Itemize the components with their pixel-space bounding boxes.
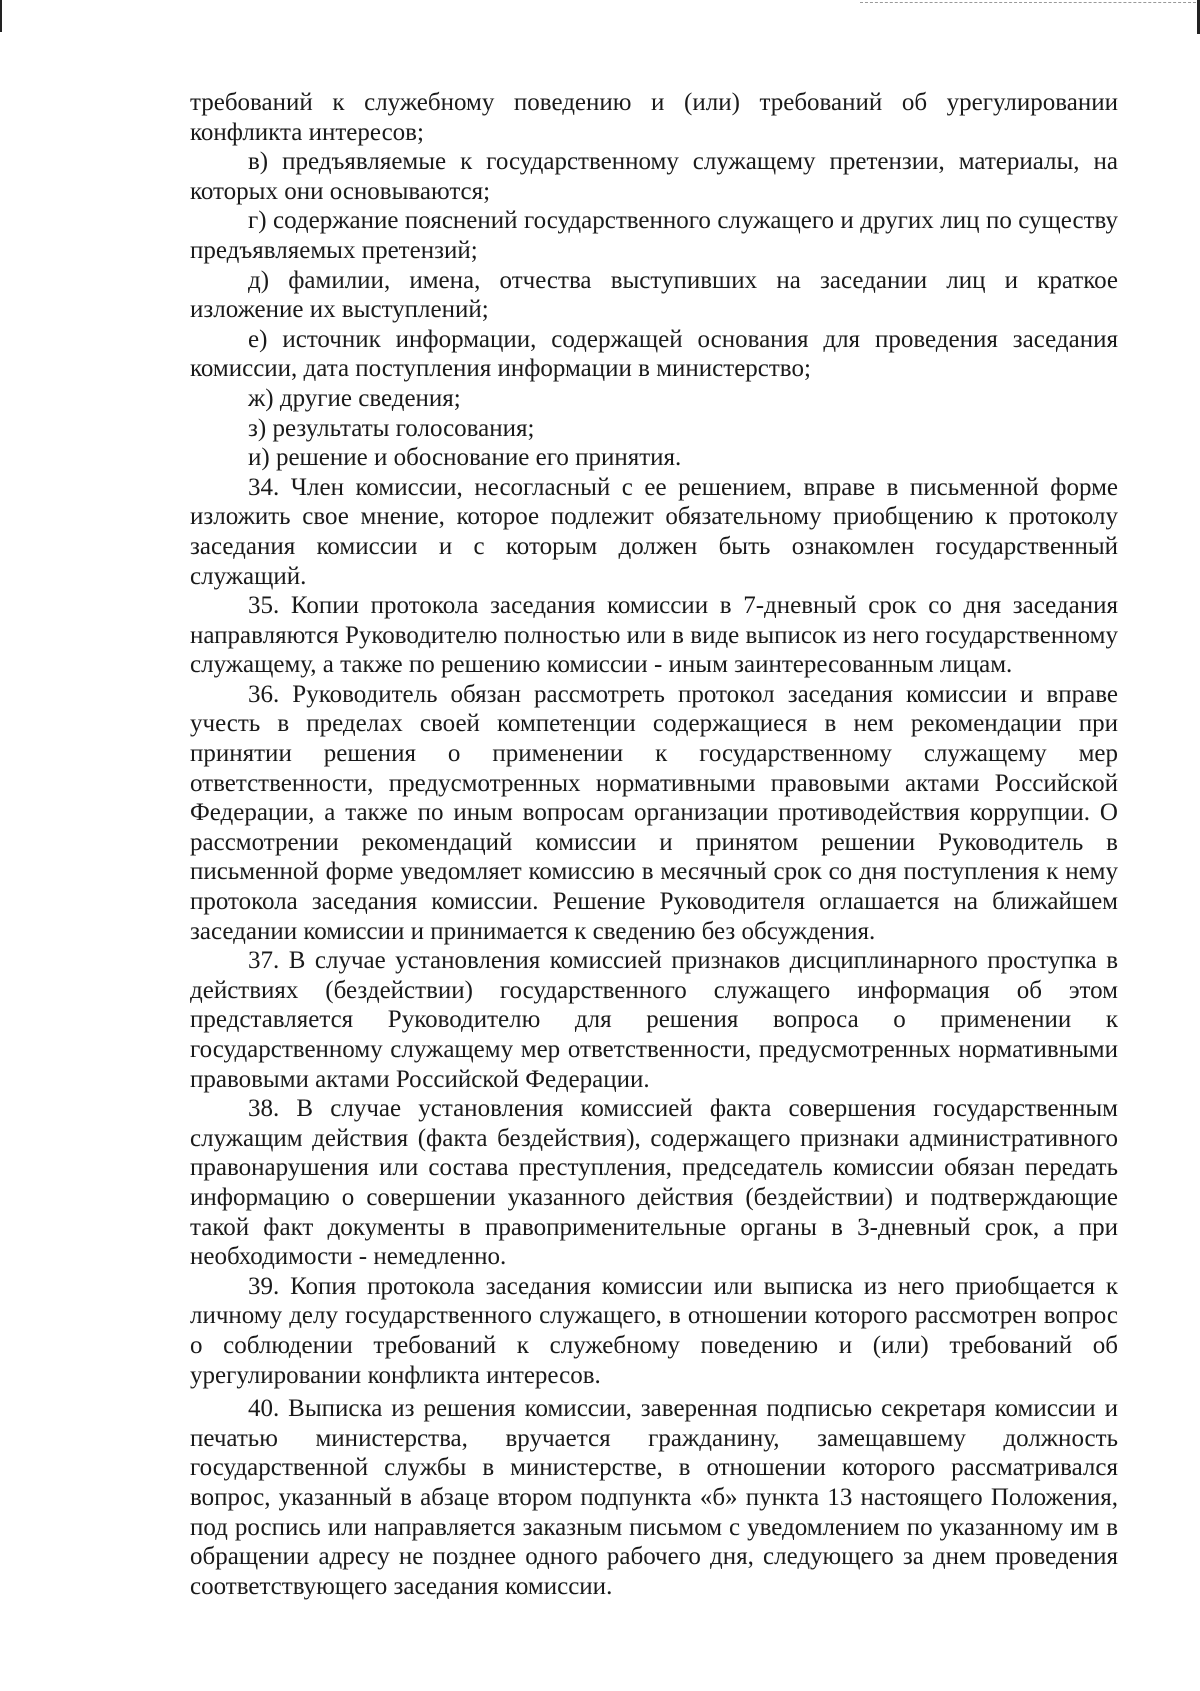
paragraph-39: 39. Копия протокола заседания комиссии или выписка из него приобщается к личному делу государственного служащего, в отношении которого рассмотрен вопрос о соблюдении требований к служебному поведению и (или) требований об урегулировании конфликта интересов. [190, 1272, 1118, 1389]
subitem-z: з) результаты голосования; [248, 414, 535, 442]
subitem-zh: ж) другие сведения; [248, 384, 461, 412]
scan-edge-mark-left [0, 0, 2, 32]
subitem-d: д) фамилии, имена, отчества выступивших на заседании лиц и краткое изложение их выступлений; [190, 266, 1118, 324]
paragraph-continuation: требований к служебному поведению и (или) требований об урегулировании конфликта интересов; [190, 89, 1118, 146]
paragraph-36: 36. Руководитель обязан рассмотреть протокол заседания комиссии и вправе учесть в пределах своей компетенции содержащиеся в нем рекомендации при принятии решения о применении к государственному служащему мер ответственности, предусмотренных нормативными правовыми актами Российской Федерации, а также по иным вопросам организации противодействия коррупции. О рассмотрении рекомендаций комиссии и принятом решении Руководитель в письменной форме уведомляет комиссию в месячный срок со дня поступления к нему протокола заседания комиссии. Решение Руководителя оглашается на ближайшем заседании комиссии и принимается к сведению без обсуждения. [190, 680, 1118, 945]
subitem-g: г) содержание пояснений государственного служащего и других лиц по существу предъявляемых претензий; [190, 207, 1118, 264]
subitem-i: и) решение и обоснование его принятия. [248, 444, 682, 472]
paragraph-37: 37. В случае установления комиссией признаков дисциплинарного проступка в действиях (бездействии) государственного служащего информация об этом представляется Руководителю для решения вопроса о применении к государственному служащему мер ответственности, предусмотренных нормативными правовыми актами Российской Федерации. [190, 947, 1118, 1093]
document-page [190, 88, 1118, 1601]
paragraph-34: 34. Член комиссии, несогласный с ее решением, вправе в письменной форме изложить свое мнение, которое подлежит обязательному приобщению к протоколу заседания комиссии и с которым должен быть ознакомлен государственный служащий. [190, 473, 1118, 590]
scan-edge-mark-top [860, 2, 1196, 4]
paragraph-35: 35. Копии протокола заседания комиссии в 7-дневный срок со дня заседания направляются Руководителю полностью или в виде выписок из него государственному служащему, а также по решению комиссии - иным заинтересованным лицам. [190, 592, 1118, 679]
subitem-e: е) источник информации, содержащей основания для проведения заседания комиссии, дата поступления информации в министерство; [190, 325, 1118, 383]
subitem-v: в) предъявляемые к государственному служащему претензии, материалы, на которых они основываются; [190, 148, 1118, 205]
paragraph-38: 38. В случае установления комиссией факта совершения государственным служащим действия (факта бездействия), содержащего признаки административного правонарушения или состава преступления, председатель комиссии обязан передать информацию о совершении указанного действия (бездействии) и подтверждающие такой факт документы в правоприменительные органы в 3-дневный срок, а при необходимости - немедленно. [190, 1095, 1118, 1271]
paragraph-40: 40. Выписка из решения комиссии, заверенная подписью секретаря комиссии и печатью министерства, вручается гражданину, замещавшему должность государственной службы в министерстве, в отношении которого рассматривался вопрос, указанный в абзаце втором подпункта «б» пункта 13 настоящего Положения, под роспись или направляется заказным письмом с уведомлением по указанному им в обращении адресу не позднее одного рабочего дня, следующего за днем проведения соответствующего заседания комиссии. [190, 1395, 1118, 1600]
